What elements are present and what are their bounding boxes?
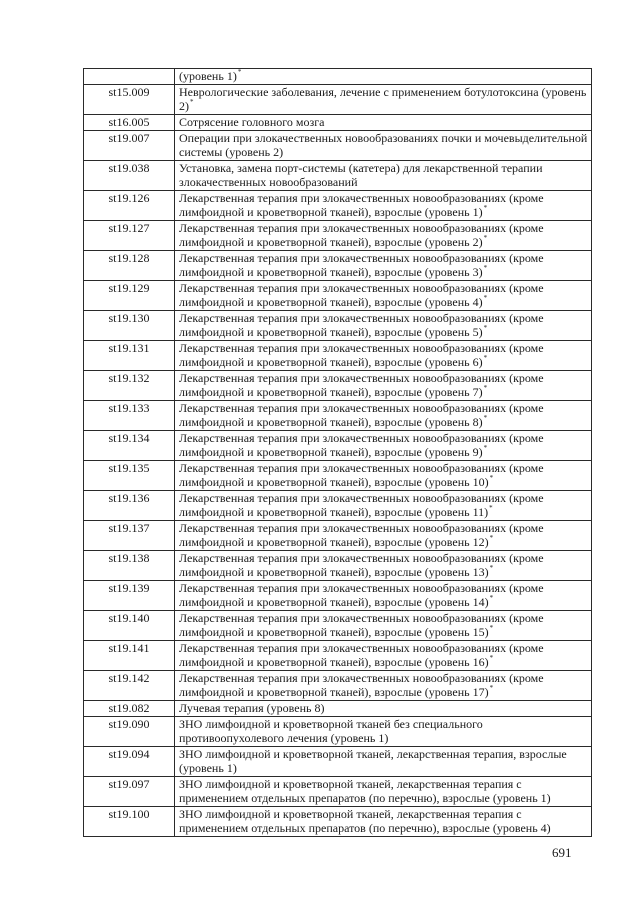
row-description-text: Лекарственная терапия при злокачественных новообразованиях (кроме лимфоидной и кроветворной тканей), взрослые (уровень 5) bbox=[179, 311, 544, 339]
footnote-mark: * bbox=[489, 534, 494, 542]
table-row bbox=[84, 131, 592, 161]
row-code: st19.007 bbox=[84, 131, 175, 161]
table-row bbox=[84, 115, 592, 131]
row-description bbox=[175, 521, 592, 551]
row-code: st19.137 bbox=[84, 521, 175, 551]
row-description-text: Неврологические заболевания, лечение с применением ботулотоксина (уровень 2) bbox=[179, 85, 587, 113]
table-row bbox=[84, 371, 592, 401]
row-description bbox=[175, 807, 592, 837]
table-row bbox=[84, 491, 592, 521]
row-description-text: Лекарственная терапия при злокачественных новообразованиях (кроме лимфоидной и кроветворной тканей), взрослые (уровень 2) bbox=[179, 221, 544, 249]
row-description-text: Лекарственная терапия при злокачественных новообразованиях (кроме лимфоидной и кроветворной тканей), взрослые (уровень 8) bbox=[179, 401, 544, 429]
table-row bbox=[84, 717, 592, 747]
row-description-text: Лекарственная терапия при злокачественных новообразованиях (кроме лимфоидной и кроветворной тканей), взрослые (уровень 10) bbox=[179, 461, 544, 489]
row-code: st19.138 bbox=[84, 551, 175, 581]
table-row bbox=[84, 671, 592, 701]
row-description bbox=[175, 671, 592, 701]
row-description bbox=[175, 717, 592, 747]
row-code: st19.142 bbox=[84, 671, 175, 701]
row-description-text: Установка, замена порт-системы (катетера) для лекарственной терапии злокачественных новообразований bbox=[179, 161, 543, 189]
footnote-mark: * bbox=[483, 324, 488, 332]
footnote-mark: * bbox=[483, 294, 488, 302]
row-description bbox=[175, 611, 592, 641]
footnote-mark: * bbox=[489, 684, 494, 692]
table-row bbox=[84, 521, 592, 551]
footnote-mark: * bbox=[483, 264, 488, 272]
row-code: st19.141 bbox=[84, 641, 175, 671]
row-description-text: Лекарственная терапия при злокачественных новообразованиях (кроме лимфоидной и кроветворной тканей), взрослые (уровень 12) bbox=[179, 521, 544, 549]
table-body bbox=[84, 69, 592, 837]
row-description bbox=[175, 581, 592, 611]
row-code: st16.005 bbox=[84, 115, 175, 131]
row-description bbox=[175, 431, 592, 461]
row-description bbox=[175, 341, 592, 371]
row-description-text: Лекарственная терапия при злокачественных новообразованиях (кроме лимфоидной и кроветворной тканей), взрослые (уровень 17) bbox=[179, 671, 544, 699]
footnote-mark: * bbox=[483, 384, 488, 392]
row-description bbox=[175, 251, 592, 281]
table-row bbox=[84, 641, 592, 671]
row-description bbox=[175, 401, 592, 431]
footnote-mark: * bbox=[237, 68, 242, 76]
row-code: st19.126 bbox=[84, 191, 175, 221]
row-code: st19.128 bbox=[84, 251, 175, 281]
row-description-text: Лекарственная терапия при злокачественных новообразованиях (кроме лимфоидной и кроветворной тканей), взрослые (уровень 3) bbox=[179, 251, 544, 279]
row-description bbox=[175, 85, 592, 115]
kpg-table bbox=[83, 68, 592, 837]
footnote-mark: * bbox=[489, 474, 494, 482]
row-description bbox=[175, 777, 592, 807]
row-code: st19.134 bbox=[84, 431, 175, 461]
row-code: st19.133 bbox=[84, 401, 175, 431]
row-description-text: ЗНО лимфоидной и кроветворной тканей, лекарственная терапия с применением отдельных препаратов (по перечню), взрослые (уровень 1) bbox=[179, 777, 551, 805]
table-row bbox=[84, 311, 592, 341]
row-description-text: Операции при злокачественных новообразованиях почки и мочевыделительной системы (уровень 2) bbox=[179, 131, 588, 159]
table-row bbox=[84, 747, 592, 777]
row-code: st19.094 bbox=[84, 747, 175, 777]
row-description bbox=[175, 747, 592, 777]
row-code: st19.082 bbox=[84, 701, 175, 717]
table-row bbox=[84, 551, 592, 581]
footnote-mark: * bbox=[489, 564, 494, 572]
row-code: st19.131 bbox=[84, 341, 175, 371]
row-description bbox=[175, 491, 592, 521]
table-row bbox=[84, 281, 592, 311]
row-code: st19.100 bbox=[84, 807, 175, 837]
row-description-text: ЗНО лимфоидной и кроветворной тканей, лекарственная терапия, взрослые (уровень 1) bbox=[179, 747, 567, 775]
row-description bbox=[175, 641, 592, 671]
row-description-text: Сотрясение головного мозга bbox=[179, 115, 325, 129]
row-description bbox=[175, 701, 592, 717]
row-code: st19.130 bbox=[84, 311, 175, 341]
table-row bbox=[84, 701, 592, 717]
footnote-mark: * bbox=[483, 444, 488, 452]
row-code: st19.132 bbox=[84, 371, 175, 401]
row-description-text: Лекарственная терапия при злокачественных новообразованиях (кроме лимфоидной и кроветворной тканей), взрослые (уровень 13) bbox=[179, 551, 544, 579]
row-code bbox=[84, 69, 175, 85]
row-description-text: Лекарственная терапия при злокачественных новообразованиях (кроме лимфоидной и кроветворной тканей), взрослые (уровень 9) bbox=[179, 431, 544, 459]
row-code: st19.097 bbox=[84, 777, 175, 807]
table-row bbox=[84, 581, 592, 611]
row-description-text: Лекарственная терапия при злокачественных новообразованиях (кроме лимфоидной и кроветворной тканей), взрослые (уровень 11) bbox=[179, 491, 544, 519]
row-code: st19.129 bbox=[84, 281, 175, 311]
row-code: st19.136 bbox=[84, 491, 175, 521]
footnote-mark: * bbox=[489, 594, 494, 602]
row-description-text: Лекарственная терапия при злокачественных новообразованиях (кроме лимфоидной и кроветворной тканей), взрослые (уровень 1) bbox=[179, 191, 544, 219]
footnote-mark: * bbox=[483, 414, 488, 422]
row-description-text: ЗНО лимфоидной и кроветворной тканей без специального противоопухолевого лечения (уровень 1) bbox=[179, 717, 483, 745]
row-description-text: Лекарственная терапия при злокачественных новообразованиях (кроме лимфоидной и кроветворной тканей), взрослые (уровень 15) bbox=[179, 611, 544, 639]
row-description bbox=[175, 221, 592, 251]
footnote-mark: * bbox=[489, 624, 494, 632]
row-code: st15.009 bbox=[84, 85, 175, 115]
table-row bbox=[84, 807, 592, 837]
row-description bbox=[175, 371, 592, 401]
row-description-text: Лучевая терапия (уровень 8) bbox=[179, 701, 325, 715]
row-description-text: Лекарственная терапия при злокачественных новообразованиях (кроме лимфоидной и кроветворной тканей), взрослые (уровень 4) bbox=[179, 281, 544, 309]
page-number: 691 bbox=[552, 845, 572, 860]
row-description bbox=[175, 461, 592, 491]
row-description bbox=[175, 161, 592, 191]
row-code: st19.090 bbox=[84, 717, 175, 747]
footnote-mark: * bbox=[483, 354, 488, 362]
table-row bbox=[84, 69, 592, 85]
row-description-text: Лекарственная терапия при злокачественных новообразованиях (кроме лимфоидной и кроветворной тканей), взрослые (уровень 6) bbox=[179, 341, 544, 369]
row-code: st19.135 bbox=[84, 461, 175, 491]
table-row bbox=[84, 401, 592, 431]
row-description bbox=[175, 131, 592, 161]
table-row bbox=[84, 341, 592, 371]
row-description bbox=[175, 115, 592, 131]
row-description bbox=[175, 69, 592, 85]
row-description-text: Лекарственная терапия при злокачественных новообразованиях (кроме лимфоидной и кроветворной тканей), взрослые (уровень 14) bbox=[179, 581, 544, 609]
footnote-mark: * bbox=[483, 234, 488, 242]
footnote-mark: * bbox=[483, 204, 488, 212]
footnote-mark: * bbox=[489, 654, 494, 662]
table-row bbox=[84, 191, 592, 221]
footnote-mark: * bbox=[190, 98, 194, 106]
row-description-text: Лекарственная терапия при злокачественных новообразованиях (кроме лимфоидной и кроветворной тканей), взрослые (уровень 7) bbox=[179, 371, 544, 399]
table-row bbox=[84, 251, 592, 281]
row-description bbox=[175, 551, 592, 581]
table-row bbox=[84, 777, 592, 807]
document-page bbox=[83, 68, 588, 837]
row-code: st19.139 bbox=[84, 581, 175, 611]
table-row bbox=[84, 161, 592, 191]
row-code: st19.140 bbox=[84, 611, 175, 641]
row-code: st19.127 bbox=[84, 221, 175, 251]
row-description-text: (уровень 1) bbox=[179, 69, 237, 83]
row-description-text: ЗНО лимфоидной и кроветворной тканей, лекарственная терапия с применением отдельных препаратов (по перечню), взрослые (уровень 4) bbox=[179, 807, 551, 835]
table-row bbox=[84, 611, 592, 641]
row-code: st19.038 bbox=[84, 161, 175, 191]
footnote-mark: * bbox=[489, 504, 493, 512]
row-description bbox=[175, 311, 592, 341]
row-description bbox=[175, 281, 592, 311]
row-description bbox=[175, 191, 592, 221]
table-row bbox=[84, 221, 592, 251]
table-row bbox=[84, 461, 592, 491]
table-row bbox=[84, 85, 592, 115]
table-row bbox=[84, 431, 592, 461]
row-description-text: Лекарственная терапия при злокачественных новообразованиях (кроме лимфоидной и кроветворной тканей), взрослые (уровень 16) bbox=[179, 641, 544, 669]
